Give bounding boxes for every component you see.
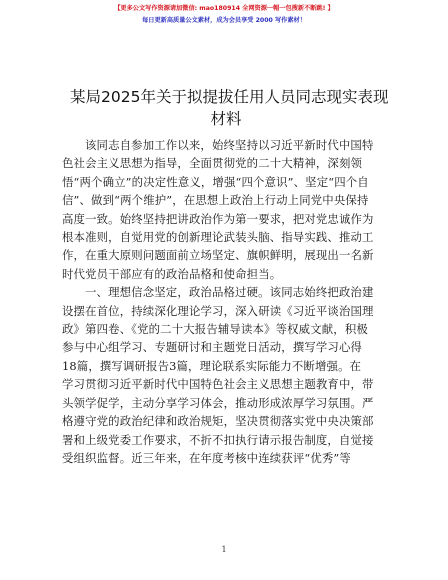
document-title-line-1: 某局2025年关于拟提拔任用人员同志现实表现 (70, 88, 389, 106)
body-text-line: 作，在重大原则问题面前立场坚定、旗帜鲜明，展现出一名新 (62, 248, 374, 263)
promo-banner (0, 3, 448, 27)
body-text-line: 一、理想信念坚定，政治品格过硬。该同志始终把政治建 (85, 285, 374, 300)
body-text-line: 信”、做到“两个维护”，在思想上政治上行动上同党中央保持 (62, 193, 369, 208)
body-text-line: 根本准则，自觉用党的创新理论武装头脑、指导实践、推动工 (62, 230, 374, 245)
body-text-line: 格遵守党的政治纪律和政治规矩，坚决贯彻落实党中央决策部 (62, 414, 374, 429)
body-text-line: 受组织监督。近三年来，在年度考核中连续获评“优秀”等 (62, 450, 351, 465)
body-text-line: 18篇，撰写调研报告3篇，理论联系实际能力不断增强。在 (62, 358, 362, 373)
body-text-line: 设摆在首位，持续深化理论学习，深入研读《习近平谈治国理 (62, 303, 374, 318)
document-title (70, 86, 390, 130)
body-text-line: 时代党员干部应有的政治品格和使命担当。 (62, 266, 282, 281)
body-text-line: 高度一致。始终坚持把讲政治作为第一要求，把对党忠诚作为 (62, 211, 374, 226)
body-text-line: 悟“两个确立”的决定性意义，增强“四个意识”、坚定“四个自 (62, 174, 369, 189)
document-body (62, 136, 388, 467)
body-text-line: 色社会主义思想为指导，全面贯彻党的二十大精神，深刻领 (62, 156, 363, 171)
body-text-line: 头领学促学，主动分享学习体会，推动形成浓厚学习氛围。严 (62, 395, 374, 410)
body-text-line: 政》第四卷、《党的二十大报告辅导读本》等权威文献，积极 (62, 322, 368, 337)
body-text-line: 学习贯彻习近平新时代中国特色社会主义思想主题教育中，带 (62, 377, 374, 392)
page-number: 1 (221, 545, 227, 554)
body-text-line: 署和上级党委工作要求，不折不扣执行请示报告制度，自觉接 (62, 432, 374, 447)
body-text-line: 该同志自参加工作以来，始终坚持以习近平新时代中国特 (85, 138, 374, 152)
body-text-line: 参与中心组学习、专题研讨和主题党日活动，撰写学习心得 (62, 340, 363, 355)
document-title-line-2: 材料 (210, 110, 242, 128)
promo-banner-line-1: 【更多公文写作资源请加微信: mao180914 全网资源一帽一包搜新不断跳! 】 (114, 5, 334, 12)
promo-banner-line-2: 每日更新高质量公文素材，成为会员享受 2000 写作素材！ (142, 17, 306, 24)
